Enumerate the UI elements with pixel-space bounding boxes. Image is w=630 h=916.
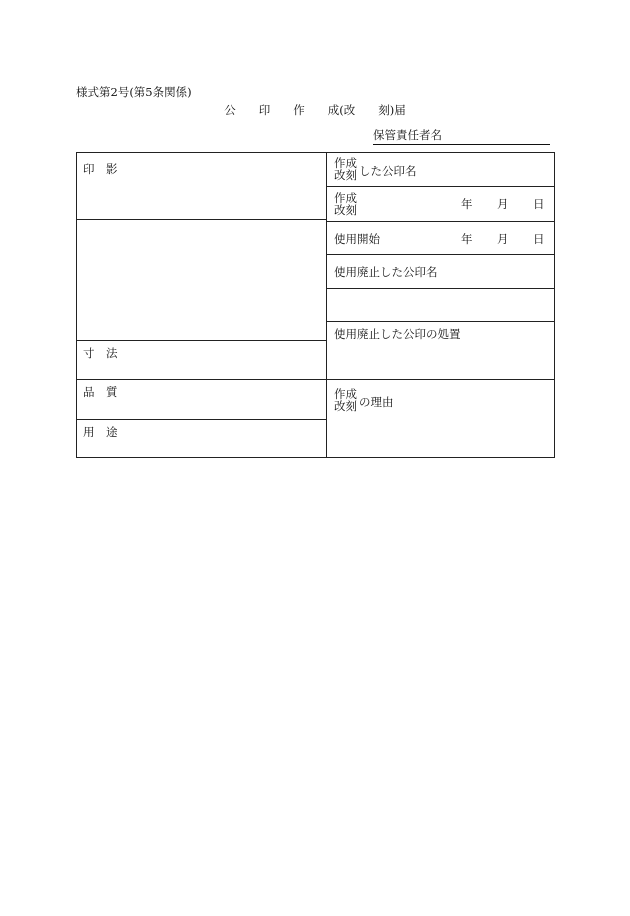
- created-recarved-stack: [334, 192, 357, 216]
- created-recarved-stack: [334, 157, 357, 181]
- date-year: 年: [461, 232, 473, 246]
- disposal-label: 使用廃止した公印の処置: [334, 327, 461, 341]
- created-text: 作成: [334, 387, 357, 401]
- page-title: 公 印 作 成(改 刻)届: [224, 103, 406, 117]
- seal-impression-label: 印 影: [83, 162, 118, 176]
- date-year: 年: [461, 197, 473, 211]
- divider: [326, 221, 555, 222]
- date-day: 日: [533, 197, 545, 211]
- material-label: 品 質: [83, 385, 118, 399]
- center-divider: [326, 153, 327, 458]
- created-recarved-stack: [334, 388, 357, 412]
- form-number: 様式第2号(第5条関係): [76, 85, 192, 99]
- dimensions-label: 寸 法: [83, 346, 118, 360]
- divider: [77, 379, 555, 380]
- seal-name-label: した公印名: [359, 164, 417, 178]
- divider: [77, 419, 327, 420]
- use-start-label: 使用開始: [334, 232, 380, 246]
- recarved-text: 改刻: [334, 399, 357, 413]
- created-text: 作成: [334, 191, 357, 205]
- recarved-text: 改刻: [334, 168, 357, 182]
- divider: [77, 219, 327, 220]
- divider: [326, 321, 555, 322]
- recarved-text: 改刻: [334, 203, 357, 217]
- date-month: 月: [497, 232, 509, 246]
- custodian-name-field[interactable]: 保管責任者名: [373, 127, 550, 145]
- seal-creation-form: [76, 152, 555, 458]
- created-text: 作成: [334, 156, 357, 170]
- date-month: 月: [497, 197, 509, 211]
- reason-label: の理由: [359, 395, 394, 409]
- divider: [77, 340, 327, 341]
- usage-label: 用 途: [83, 425, 118, 439]
- divider: [326, 186, 555, 187]
- divider: [326, 254, 555, 255]
- date-day: 日: [533, 232, 545, 246]
- discontinued-seal-label: 使用廃止した公印名: [334, 265, 438, 279]
- divider: [326, 288, 555, 289]
